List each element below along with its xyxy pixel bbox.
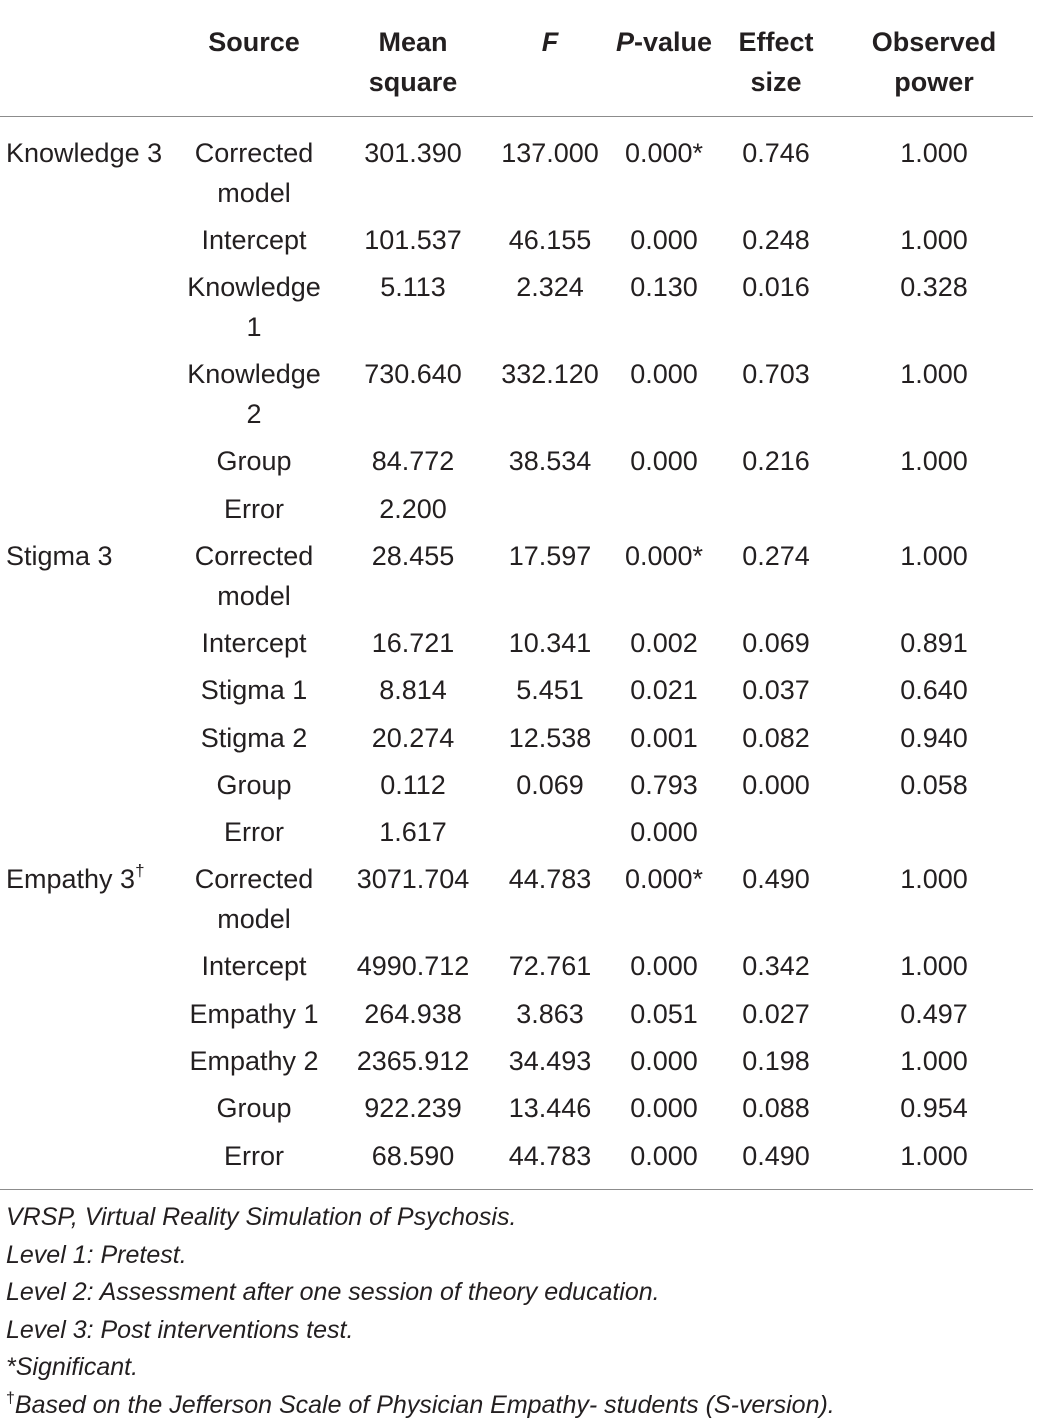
cell-observed-power: 0.940 — [900, 722, 968, 753]
cell-effect-size: 0.490 — [742, 1140, 810, 1171]
footer-rule — [0, 1189, 1033, 1190]
cell-p-value: 0.000 — [630, 817, 698, 848]
cell-f: 44.783 — [508, 1140, 592, 1171]
cell-p-value: 0.002 — [630, 627, 698, 658]
cell-mean-square: 1.617 — [379, 817, 447, 848]
header-observed-power: Observed power — [871, 27, 997, 97]
cell-source — [184, 670, 324, 710]
footnote-text: VRSP, Virtual Reality Simulation of Psychosis. — [6, 1203, 517, 1231]
cell-effect-size: 0.037 — [742, 675, 810, 706]
cell-f: 34.493 — [508, 1046, 592, 1076]
cell-f: 46.155 — [508, 225, 592, 255]
group-footnote-marker: † — [135, 861, 145, 881]
cell-observed-power: 1.000 — [900, 225, 968, 255]
footnote — [6, 1312, 353, 1349]
cell-p-value: 0.000 — [630, 225, 698, 255]
cell-mean-square: 68.590 — [371, 1140, 455, 1171]
cell-mean-square: 922.239 — [364, 1093, 462, 1124]
footnote-text: Based on the Jefferson Scale of Physician Empathy- students (S-version). — [14, 1391, 835, 1419]
group-label — [6, 859, 145, 899]
cell-source-line: Error — [224, 817, 284, 848]
cell-source — [184, 133, 324, 213]
footnote-text: Level 3: Post interventions test. — [6, 1315, 354, 1344]
footnote — [6, 1237, 187, 1274]
header-effect-size: Effect size — [738, 27, 814, 97]
cell-observed-power: 1.000 — [900, 1046, 968, 1076]
cell-source-line: model — [217, 178, 291, 208]
cell-effect-size: 0.069 — [742, 627, 810, 658]
cell-source — [184, 441, 324, 481]
cell-p-value: 0.000 — [630, 1093, 698, 1124]
header-rule — [0, 116, 1033, 117]
cell-source — [184, 623, 324, 663]
cell-source-line: Intercept — [201, 627, 307, 658]
footnote-text: Level 1: Pretest. — [6, 1240, 187, 1269]
group-label-text: Stigma 3 — [6, 540, 113, 571]
cell-source — [184, 765, 324, 805]
cell-observed-power: 1.000 — [900, 446, 968, 477]
cell-p-value: 0.001 — [630, 722, 698, 753]
cell-p-value: 0.000* — [624, 138, 704, 168]
cell-p-value: 0.051 — [630, 998, 698, 1029]
cell-mean-square: 101.537 — [364, 225, 462, 255]
cell-source-line: Empathy 1 — [189, 998, 319, 1029]
cell-source-line: Stigma 2 — [200, 722, 308, 753]
cell-effect-size: 0.274 — [742, 540, 810, 571]
cell-observed-power: 0.328 — [900, 272, 968, 303]
cell-source-line: Empathy 2 — [189, 1046, 319, 1076]
header-source: Source — [208, 27, 300, 57]
cell-f: 3.863 — [516, 998, 584, 1029]
footnote-text: Level 2: Assessment after one session of theory education. — [6, 1278, 660, 1307]
cell-source — [184, 994, 324, 1034]
cell-mean-square: 84.772 — [371, 446, 455, 477]
cell-effect-size: 0.216 — [742, 446, 810, 477]
cell-observed-power: 1.000 — [900, 1140, 968, 1171]
cell-source-line: Error — [224, 493, 284, 524]
cell-source-line: Corrected — [194, 138, 314, 168]
group-label — [6, 536, 113, 576]
footnote-marker: † — [6, 1390, 15, 1407]
cell-source-line: model — [217, 580, 291, 611]
cell-mean-square: 0.112 — [380, 769, 446, 800]
cell-p-value: 0.000 — [630, 1046, 698, 1076]
cell-observed-power: 0.058 — [900, 769, 968, 800]
cell-observed-power: 0.640 — [900, 675, 968, 706]
cell-source-line: Error — [224, 1140, 284, 1171]
cell-mean-square: 3071.704 — [356, 864, 470, 895]
cell-effect-size: 0.703 — [742, 359, 810, 390]
cell-observed-power: 1.000 — [900, 864, 968, 895]
cell-source — [184, 354, 324, 434]
cell-p-value: 0.000 — [630, 446, 698, 477]
cell-mean-square: 730.640 — [364, 359, 462, 390]
cell-source-line: Intercept — [201, 225, 307, 255]
cell-p-value: 0.000 — [630, 359, 698, 390]
cell-f: 44.783 — [508, 864, 592, 895]
cell-p-value: 0.000* — [624, 540, 704, 571]
cell-source-line: Knowledge — [187, 272, 321, 303]
cell-source-line: Intercept — [201, 951, 307, 982]
footnote-text: *Significant. — [6, 1353, 139, 1382]
cell-source-line: Group — [216, 446, 292, 477]
cell-observed-power: 1.000 — [900, 540, 968, 571]
cell-source — [184, 1136, 324, 1176]
cell-p-value: 0.000* — [624, 864, 704, 895]
cell-source — [184, 536, 324, 616]
cell-effect-size: 0.016 — [742, 272, 810, 303]
cell-effect-size: 0.000 — [742, 769, 810, 800]
cell-effect-size: 0.198 — [742, 1046, 810, 1076]
cell-source-line: Group — [216, 769, 292, 800]
cell-mean-square: 264.938 — [364, 998, 462, 1029]
group-label — [6, 133, 162, 173]
cell-f: 2.324 — [516, 272, 584, 303]
cell-f: 12.538 — [508, 722, 592, 753]
cell-source — [184, 267, 324, 347]
cell-mean-square: 2.200 — [379, 493, 447, 524]
cell-source — [184, 946, 324, 986]
group-label-text: Empathy 3 — [6, 864, 136, 895]
cell-source-line: Knowledge — [187, 359, 321, 390]
cell-f: 10.341 — [508, 627, 592, 658]
cell-effect-size: 0.746 — [742, 138, 810, 168]
cell-observed-power: 0.497 — [900, 998, 968, 1029]
group-label-text: Knowledge 3 — [6, 138, 163, 168]
cell-p-value: 0.000 — [630, 1140, 698, 1171]
cell-observed-power: 1.000 — [900, 359, 968, 390]
cell-mean-square: 28.455 — [371, 540, 455, 571]
cell-observed-power: 1.000 — [900, 138, 968, 168]
cell-source-line: model — [217, 904, 291, 935]
cell-mean-square: 16.721 — [371, 627, 455, 658]
footnote — [6, 1349, 138, 1386]
cell-f: 17.597 — [508, 540, 592, 571]
cell-effect-size: 0.342 — [742, 951, 810, 982]
cell-p-value: 0.021 — [630, 675, 698, 706]
cell-p-value: 0.130 — [630, 272, 698, 303]
cell-mean-square: 2365.912 — [356, 1046, 470, 1076]
cell-source — [184, 220, 324, 260]
cell-source-line: Corrected — [194, 864, 314, 895]
footnote — [6, 1199, 516, 1236]
header-f: F — [541, 27, 559, 57]
cell-p-value: 0.000 — [630, 951, 698, 982]
cell-source-line: 1 — [246, 312, 262, 343]
cell-observed-power: 0.891 — [900, 627, 968, 658]
cell-source-line: Stigma 1 — [200, 675, 308, 706]
cell-source — [184, 718, 324, 758]
cell-effect-size: 0.082 — [742, 722, 810, 753]
cell-mean-square: 301.390 — [364, 138, 462, 168]
cell-effect-size: 0.248 — [742, 225, 810, 255]
cell-f: 13.446 — [508, 1093, 592, 1124]
cell-source-line: Group — [216, 1093, 292, 1124]
cell-source — [184, 812, 324, 852]
cell-source — [184, 1088, 324, 1128]
cell-f: 332.120 — [501, 359, 599, 390]
header-mean-square: Mean square — [368, 27, 458, 97]
cell-source — [184, 859, 324, 939]
cell-source — [184, 489, 324, 529]
cell-f: 38.534 — [508, 446, 592, 477]
cell-effect-size: 0.088 — [742, 1093, 810, 1124]
cell-effect-size: 0.490 — [742, 864, 810, 895]
header-p-value: P-value — [615, 27, 713, 57]
cell-f: 0.069 — [516, 769, 584, 800]
cell-source — [184, 1041, 324, 1081]
cell-f: 5.451 — [516, 675, 584, 706]
cell-source-line: Corrected — [194, 540, 314, 571]
cell-effect-size: 0.027 — [742, 998, 810, 1029]
cell-observed-power: 0.954 — [900, 1093, 968, 1124]
cell-mean-square: 8.814 — [379, 675, 447, 706]
cell-f: 72.761 — [508, 951, 592, 982]
cell-f: 137.000 — [501, 138, 599, 168]
cell-source-line: 2 — [246, 399, 262, 430]
footnote — [6, 1274, 660, 1311]
cell-mean-square: 5.113 — [380, 272, 446, 303]
cell-p-value: 0.793 — [630, 769, 698, 800]
cell-mean-square: 4990.712 — [356, 951, 470, 982]
cell-observed-power: 1.000 — [900, 951, 968, 982]
cell-mean-square: 20.274 — [371, 722, 455, 753]
footnote — [6, 1387, 835, 1424]
